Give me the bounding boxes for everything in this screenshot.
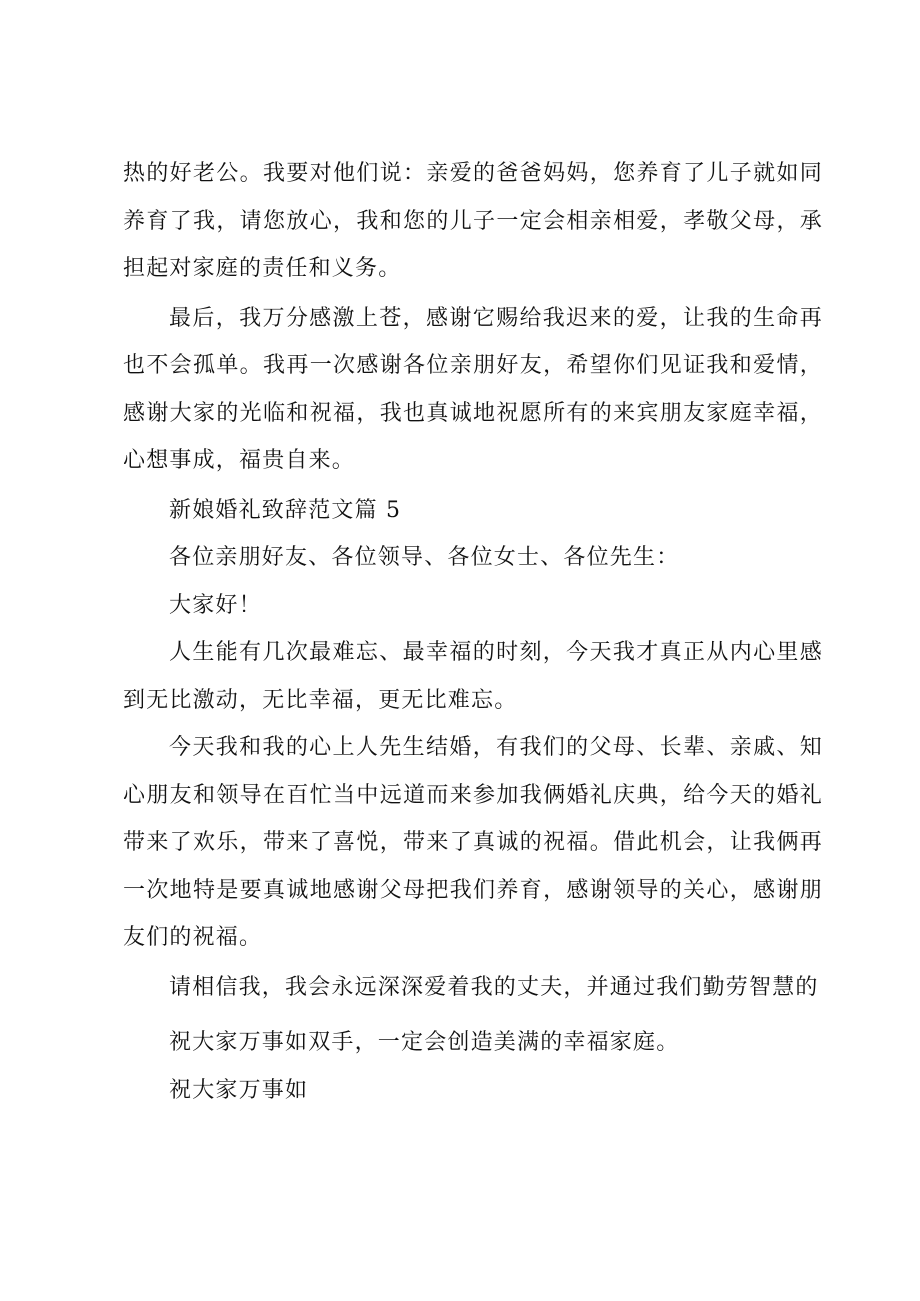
- salutation: 各位亲朋好友、各位领导、各位女士、各位先生：: [169, 545, 680, 570]
- greeting: 大家好！: [169, 592, 262, 618]
- paragraph-wedding-thanks: 今天我和我的心上人先生结婚，有我们的父母、长辈、亲戚、知心朋友和领导在百忙当中远道而来参加我俩婚礼庆典，给今天的婚礼带来了欢乐，带来了喜悦，带来了真诚的祝福。借此机会，让我俩再一次地特是要真诚地感谢父母把我们养育，感谢领导的关心，感谢朋友们的祝福。: [123, 735, 823, 950]
- paragraph-memorable-moment: 人生能有几次最难忘、最幸福的时刻，今天我才真正从内心里感到无比激动，无比幸福，更无比难忘。: [123, 640, 823, 713]
- paragraph-promise: 请相信我，我会永远深深爱着我的丈夫，并通过我们勤劳智慧的: [169, 974, 819, 1000]
- paragraph-final-fragment: 祝大家万事如: [169, 1077, 309, 1103]
- document-body: [123, 150, 823, 1114]
- section-heading: 新娘婚礼致辞范文篇 5: [169, 497, 402, 523]
- paragraph-continuation: 热的好老公。我要对他们说：亲爱的爸爸妈妈，您养育了儿子就如同养育了我，请您放心，我和您的儿子一定会相亲相爱，孝敬父母，承担起对家庭的责任和义务。: [123, 161, 823, 281]
- paragraph-closing-thanks: 最后，我万分感激上苍，感谢它赐给我迟来的爱，让我的生命再也不会孤单。我再一次感谢各位亲朋好友，希望你们见证我和爱情，感谢大家的光临和祝福，我也真诚地祝愿所有的来宾朋友家庭幸福，心想事成，福贵自来。: [123, 305, 823, 473]
- paragraph-blessing: 祝大家万事如双手，一定会创造美满的幸福家庭。: [169, 1030, 680, 1055]
